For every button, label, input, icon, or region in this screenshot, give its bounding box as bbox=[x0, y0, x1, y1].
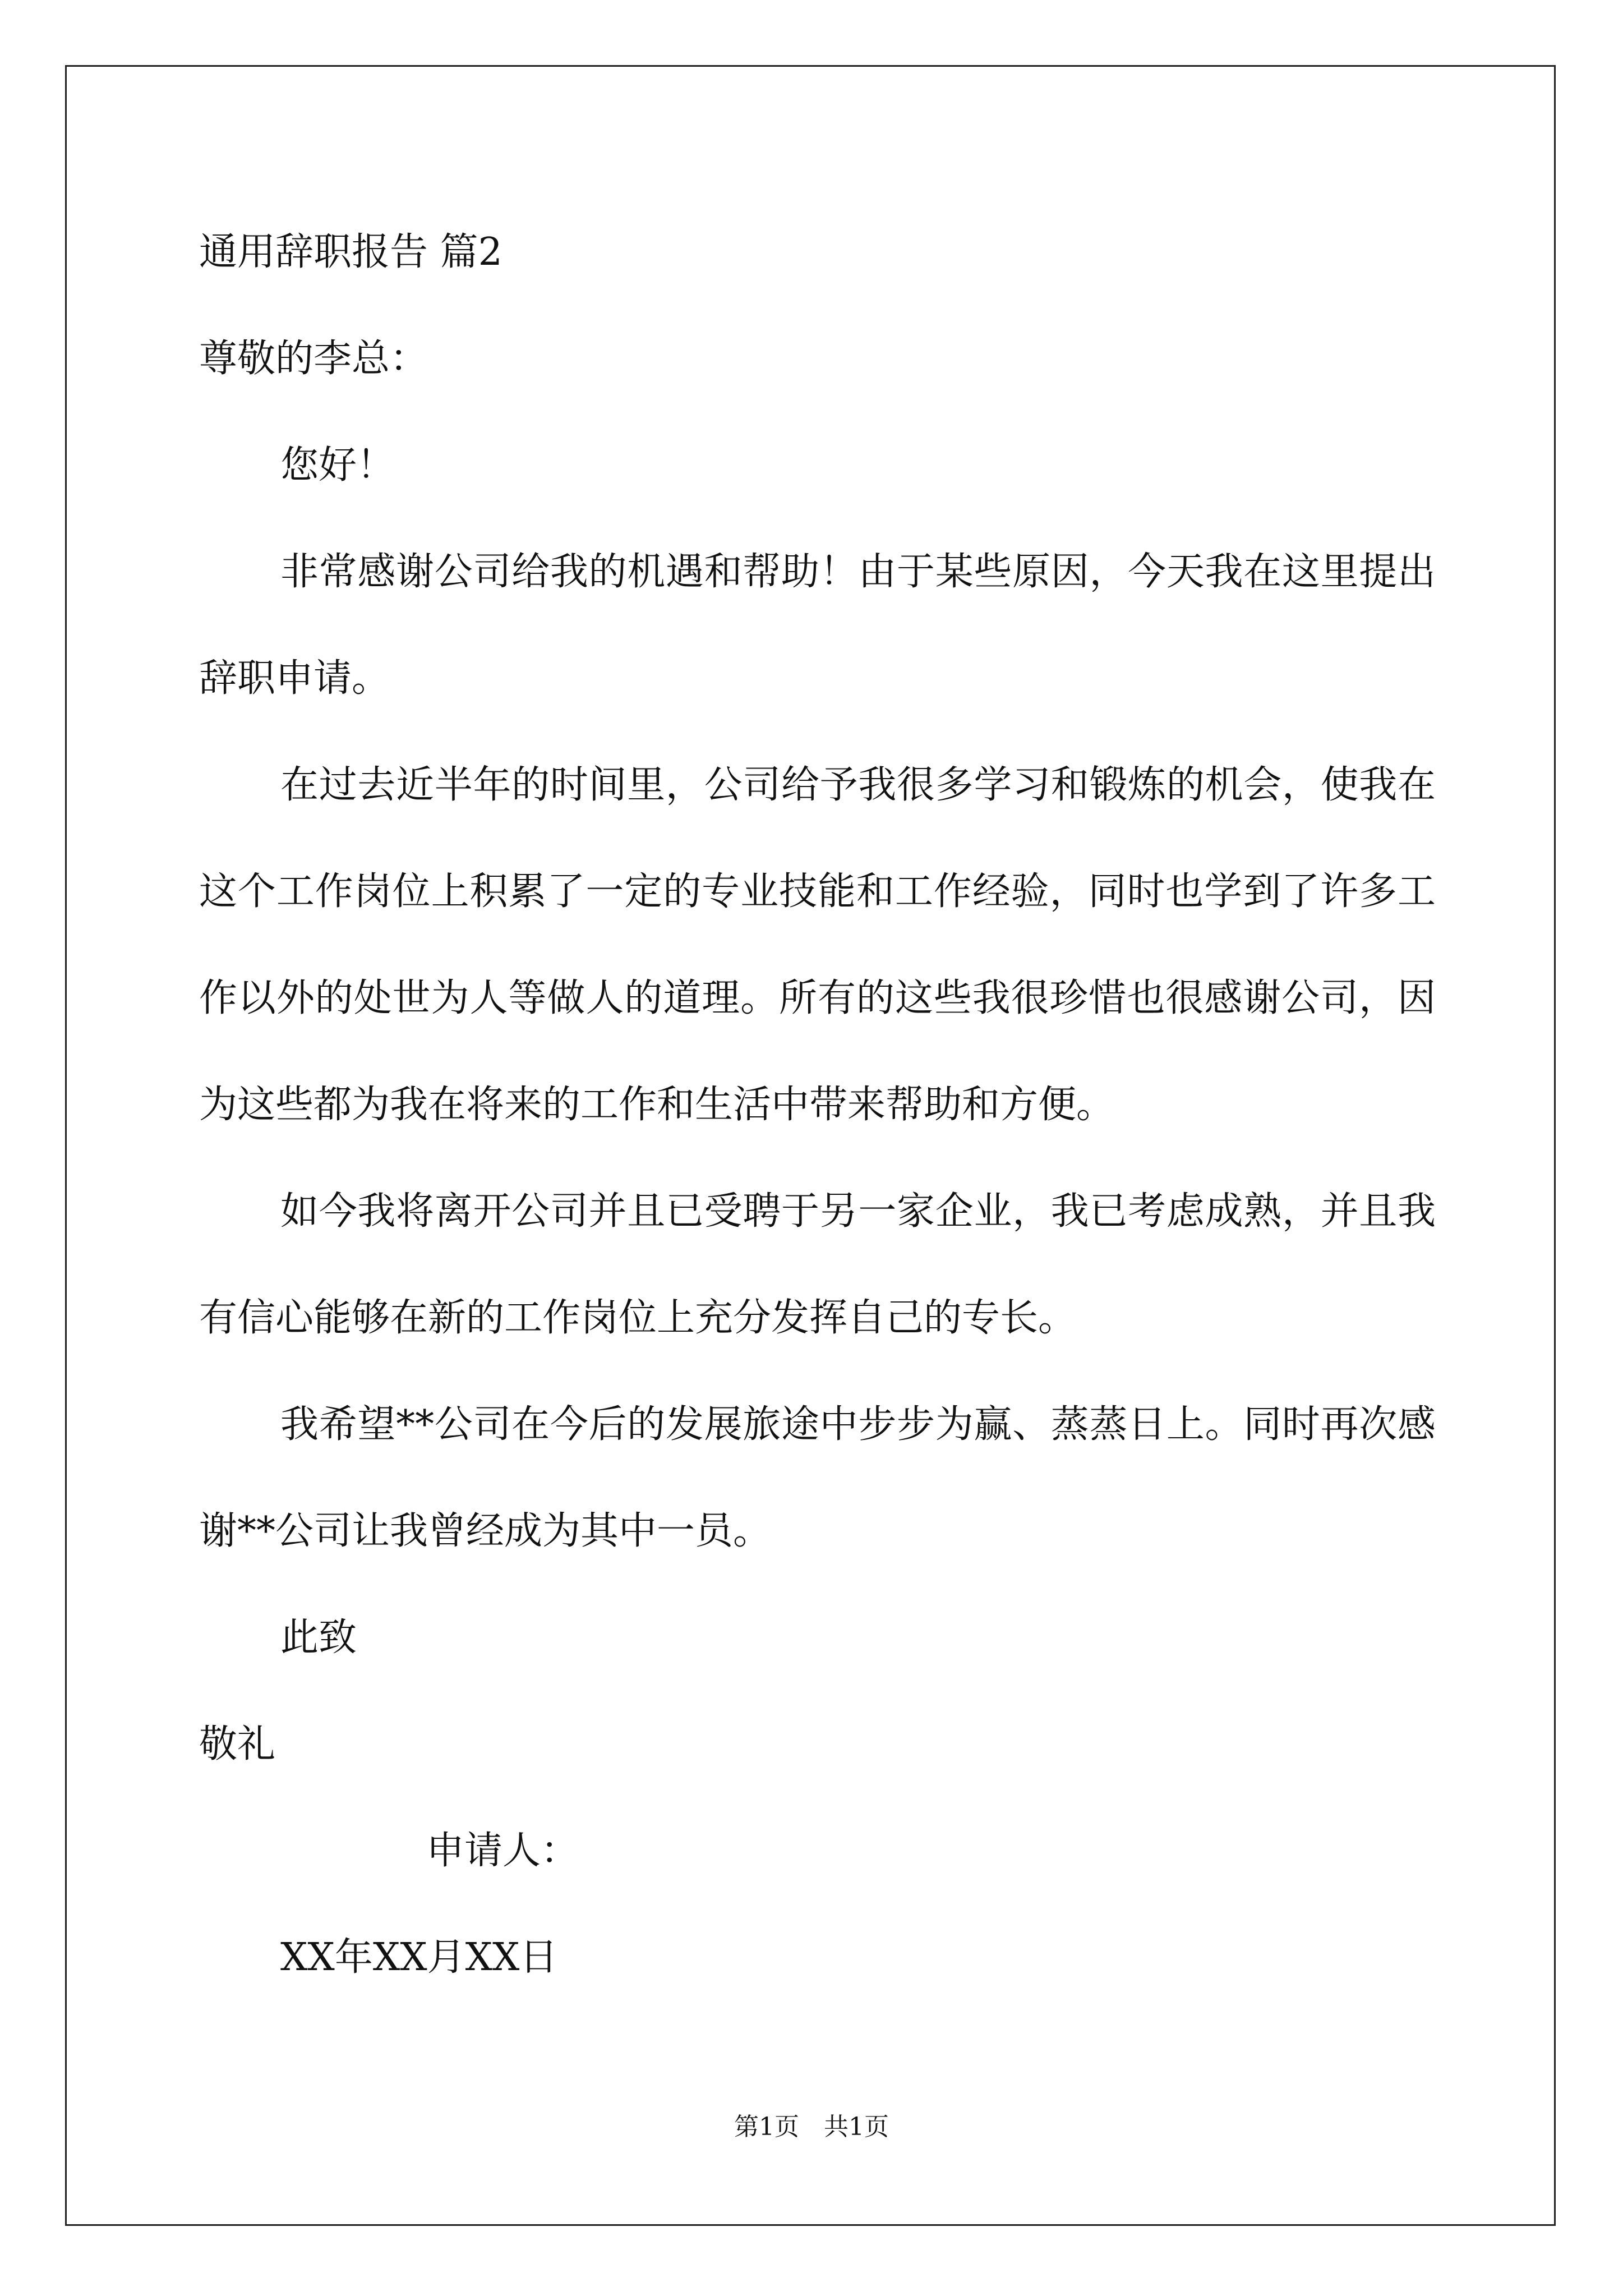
closing-ci-zhi: 此致 bbox=[280, 1616, 357, 1660]
document-title: 通用辞职报告 篇2 bbox=[199, 230, 502, 274]
paragraph-2: 在过去近半年的时间里，公司给予我很多学习和锻炼的机会，使我在这个工作岗位上积累了一定的专业技能和工作经验，同时也学到了许多工作以外的处世为人等做人的道理。所有的这些我很珍惜也很感谢公司，因为这些都为我在将来的工作和生活中带来帮助和方便。 bbox=[199, 763, 1436, 1127]
paragraph-4: 我希望**公司在今后的发展旅途中步步为赢、蒸蒸日上。同时再次感谢**公司让我曾经成为其中一员。 bbox=[199, 1402, 1436, 1553]
date-line: XX年XX月XX日 bbox=[280, 1935, 558, 1980]
paragraph-1: 非常感谢公司给我的机遇和帮助！由于某些原因，今天我在这里提出辞职申请。 bbox=[199, 550, 1436, 701]
applicant-label: 申请人： bbox=[426, 1829, 579, 1873]
closing-jing-li: 敬礼 bbox=[199, 1722, 276, 1766]
greeting: 您好！ bbox=[280, 443, 395, 487]
salutation: 尊敬的李总： bbox=[199, 337, 428, 381]
paragraph-3: 如今我将离开公司并且已受聘于另一家企业，我已考虑成熟，并且我有信心能够在新的工作岗位上充分发挥自己的专长。 bbox=[199, 1189, 1436, 1340]
page-footer: 第1页 共1页 bbox=[734, 2113, 889, 2141]
